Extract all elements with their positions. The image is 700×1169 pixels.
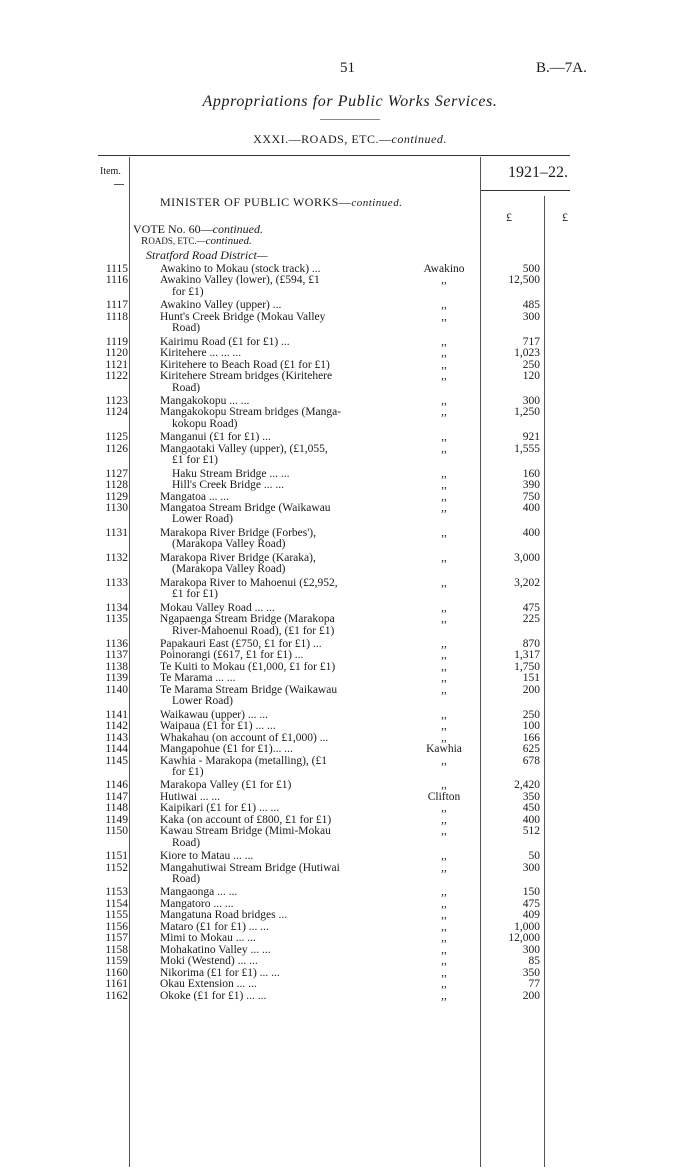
table-row [0,443,700,455]
district-name: ,, [441,909,447,922]
item-number: 1162 [105,989,128,1002]
item-number: 1121 [105,358,128,371]
amount-value: 12,500 [508,274,540,287]
amount-value: 400 [522,526,540,539]
amount-value: 150 [522,886,540,899]
district-name: ,, [441,802,447,815]
item-description: Marakopa River Bridge (Forbes'), [160,526,317,539]
item-description: Mangakokopu ... ... [160,394,250,407]
item-description: Okoke (£1 for £1) ... ... [160,989,267,1002]
item-number: 1117 [105,299,128,312]
item-number: 1128 [105,479,128,492]
table-row [0,909,700,921]
item-description: Kiritehere ... ... ... [160,347,242,360]
item-number: 1139 [105,672,128,685]
item-number: 1150 [105,825,128,838]
item-description: Kawhia - Marakopa (metalling), (£1 [160,754,328,767]
item-description: Mataro (£1 for £1) ... ... [160,920,269,933]
item-description: for £1) [172,765,204,778]
district-name: ,, [441,601,447,614]
amount-value: 160 [522,467,540,480]
table-row [0,274,700,286]
district-name: ,, [441,989,447,1002]
item-description: (Marakopa Valley Road) [172,563,286,576]
table-row [0,990,700,1002]
table-row-continuation [0,873,700,885]
district-name: ,, [441,683,447,696]
item-description: Mangaotaki Valley (upper), (£1,055, [160,442,328,455]
table-row [0,684,700,696]
amount-value: 250 [522,708,540,721]
amount-value: 921 [522,431,540,444]
district-name: ,, [441,978,447,990]
item-number: 1153 [105,886,128,899]
minister-heading-continued: continued. [351,197,403,209]
table-row [0,406,700,418]
district-name: ,, [441,490,447,503]
district-name: ,, [441,576,447,589]
item-description: Te Marama ... ... [160,672,236,685]
item-number: 1127 [105,467,128,480]
item-number: 1129 [105,490,128,503]
district-name: ,, [441,551,447,564]
table-row-continuation [0,625,700,637]
amount-value: 512 [522,825,540,838]
table-row-continuation [0,766,700,778]
item-number: 1147 [105,790,128,803]
item-number: 1119 [105,335,128,348]
item-number: 1159 [105,955,128,968]
amount-value: 100 [522,720,540,733]
table-row [0,732,700,744]
item-description: kokopu Road) [172,417,238,430]
table-row [0,755,700,767]
amount-value: 166 [522,731,540,744]
item-description: Kiritehere Stream bridges (Kiritehere [160,370,333,382]
district-name: ,, [441,813,447,826]
district-name: ,, [441,955,447,968]
table-row-continuation [0,837,700,849]
district-name: ,, [441,966,447,979]
district-name: ,, [441,886,447,899]
item-description: Awakino Valley (upper) ... [160,299,282,312]
amount-value: 250 [522,358,540,371]
table-row-continuation [0,454,700,466]
item-number: 1144 [105,743,128,755]
item-description: Mokau Valley Road ... ... [160,601,275,614]
item-number: 1142 [105,720,128,733]
year-rule [480,190,570,191]
amount-value: 1,000 [514,920,540,933]
amount-value: 400 [522,502,540,514]
item-number: 1123 [105,394,128,407]
item-description: Mohakatino Valley ... ... [160,943,271,956]
item-number: 1154 [105,897,128,910]
page-number: 51 [340,60,355,76]
amount-value: 870 [522,638,540,650]
table-row [0,955,700,967]
amount-value: 717 [522,335,540,348]
table-row [0,602,700,614]
amount-value: 350 [522,790,540,803]
item-number: 1161 [105,978,128,990]
item-number: 1151 [105,850,128,863]
item-description: Lower Road) [172,695,233,708]
amount-value: 2,420 [514,779,540,792]
item-number: 1130 [105,502,128,514]
table-row [0,527,700,539]
district-name: ,, [441,299,447,312]
table-row-continuation [0,563,700,575]
item-description: Hunt's Creek Bridge (Mokau Valley [160,310,326,323]
table-row-continuation [0,322,700,334]
table-row [0,791,700,803]
district-name: ,, [441,708,447,721]
table-row [0,967,700,979]
item-number: 1146 [105,779,128,792]
amount-value: 625 [522,743,540,755]
table-row [0,370,700,382]
item-description: Kaipikari (£1 for £1) ... ... [160,802,280,815]
item-number: 1140 [105,683,128,696]
district-name: ,, [441,613,447,626]
item-number: 1124 [105,406,128,419]
item-number: 1148 [105,802,128,815]
item-description: Mangapohue (£1 for £1)... ... [160,743,293,755]
amount-value: 1,555 [514,442,540,455]
table-row [0,743,700,755]
table-row [0,336,700,348]
item-number: 1152 [105,861,128,874]
item-description: Kawau Stream Bridge (Mimi-Mokau [160,825,331,838]
table-row [0,347,700,359]
title-rule [320,119,380,120]
item-description: Papakauri East (£750, £1 for £1) ... [160,638,322,650]
vote-heading-continued: continued. [212,222,263,236]
table-row-continuation [0,382,700,394]
district-name: ,, [441,660,447,673]
item-description: Ngapaenga Stream Bridge (Marakopa [160,613,335,626]
item-number: 1157 [105,932,128,945]
item-number: 1116 [105,274,128,287]
table-row [0,898,700,910]
item-description: Kiritehere to Beach Road (£1 for £1) [160,358,330,371]
district-name: Awakino [423,263,465,275]
district-name: Kawhia [426,743,462,755]
table-row-continuation [0,588,700,600]
district-name: ,, [441,672,447,685]
item-description: Mangahutiwai Stream Bridge (Hutiwai [160,861,340,874]
item-number: 1156 [105,920,128,933]
item-number: 1132 [105,551,128,564]
table-row-continuation [0,513,700,525]
item-number: 1126 [105,442,128,455]
district-name: ,, [441,779,447,792]
district-name: ,, [441,754,447,767]
amount-value: 390 [522,479,540,492]
district-name: ,, [441,406,447,419]
district-name: ,, [441,638,447,650]
district-name: ,, [441,720,447,733]
table-row [0,814,700,826]
amount-value: 350 [522,966,540,979]
table-row [0,932,700,944]
table-row [0,491,700,503]
section-heading-main: XXXI.—ROADS, ETC.— [253,132,392,146]
table-row-continuation [0,538,700,550]
table-row [0,709,700,721]
table-row [0,661,700,673]
item-number: 1145 [105,754,128,767]
item-description: for £1) [172,285,204,298]
amount-value: 3,202 [514,576,540,589]
item-number: 1149 [105,813,128,826]
amount-value: 450 [522,802,540,815]
item-number: 1160 [105,966,128,979]
table-row [0,263,700,275]
district-name: ,, [441,649,447,662]
item-description: Kiore to Matau ... ... [160,850,254,863]
table-row [0,479,700,491]
roads-heading [141,235,252,247]
item-description: Awakino to Mokau (stock track) ... [160,263,321,275]
table-row [0,311,700,323]
amount-value: 300 [522,943,540,956]
item-description: Waikawau (upper) ... ... [160,708,268,721]
item-description: Mangatoa ... ... [160,490,229,503]
district-name: ,, [441,347,447,360]
item-description: Mimi to Mokau ... ... [160,932,256,945]
amount-value: 500 [522,263,540,275]
item-description: Mangaonga ... ... [160,886,238,899]
roads-heading-small: OADS, ETC.— [148,236,206,246]
amount-value: 77 [528,978,540,990]
minister-heading [160,195,402,210]
table-row [0,779,700,791]
district-name: ,, [441,861,447,874]
table-row [0,720,700,732]
item-number: 1125 [105,431,128,444]
item-description: Moki (Westend) ... ... [160,955,258,968]
district-name: ,, [441,526,447,539]
district-name: ,, [441,310,447,323]
item-number: 1118 [105,310,128,323]
amount-value: 475 [522,897,540,910]
roads-heading-continued: continued. [205,235,252,247]
item-description: Marakopa River to Mahoenui (£2,952, [160,576,338,589]
amount-value: 1,317 [514,649,540,662]
item-description: Awakino Valley (lower), (£594, £1 [160,274,320,287]
district-name: ,, [441,370,447,382]
district-name: ,, [441,335,447,348]
district-name: ,, [441,943,447,956]
amount-value: 50 [528,850,540,863]
district-name: ,, [441,731,447,744]
district-name: ,, [441,502,447,514]
item-description: Poinorangi (£617, £1 for £1) ... [160,649,304,662]
item-number: 1122 [105,370,128,382]
table-row [0,638,700,650]
item-description: Te Marama Stream Bridge (Waikawau [160,683,338,696]
amount-value: 200 [522,989,540,1002]
district-name: ,, [441,358,447,371]
section-heading [0,132,700,147]
table-row [0,613,700,625]
amount-value: 475 [522,601,540,614]
item-description: Marakopa Valley (£1 for £1) [160,779,292,792]
table-row [0,802,700,814]
page-title: Appropriations for Public Works Services. [202,93,498,110]
minister-heading-main: MINISTER OF PUBLIC WORKS— [160,195,352,209]
item-number: 1158 [105,943,128,956]
item-description: Mangatuna Road bridges ... [160,909,288,922]
year-column-header: 1921–22. [508,164,568,181]
table-row-continuation [0,418,700,430]
item-column-header: Item. [100,166,121,177]
district-name: ,, [441,932,447,945]
item-description: Road) [172,873,201,885]
table-row [0,552,700,564]
table-top-rule [98,155,570,156]
item-description: £1 for £1) [172,588,218,601]
amount-value: 485 [522,299,540,312]
item-description: Nikorima (£1 for £1) ... ... [160,966,280,979]
amount-value: 750 [522,490,540,503]
table-row [0,825,700,837]
item-description: Lower Road) [172,513,233,526]
item-description: Waipaua (£1 for £1) ... ... [160,720,276,733]
district-name: Clifton [427,790,461,803]
amount-value: 1,750 [514,660,540,673]
vote-heading-main: VOTE No. 60— [133,222,213,236]
table-row [0,299,700,311]
amount-value: 200 [522,683,540,696]
district-name: ,, [441,897,447,910]
amount-value: 400 [522,813,540,826]
item-number: 1135 [105,613,128,626]
table-row [0,886,700,898]
table-row-continuation [0,695,700,707]
item-description: Road) [172,322,201,335]
item-description: £1 for £1) [172,454,218,467]
item-description: Hill's Creek Bridge ... ... [172,479,284,492]
item-description: Hutiwai ... ... [160,790,221,803]
document-reference: B.—7A. [536,60,587,76]
item-description: (Marakopa Valley Road) [172,538,286,551]
item-number: 1136 [105,638,128,650]
item-number: 1120 [105,347,128,360]
table-row [0,850,700,862]
item-number: 1138 [105,660,128,673]
district-name: ,, [441,442,447,455]
item-description: Mangatoro ... ... [160,897,234,910]
item-description: Marakopa River Bridge (Karaka), [160,551,316,564]
amount-value: 409 [522,909,540,922]
amount-value: 300 [522,310,540,323]
district-name: ,, [441,850,447,863]
amount-value: 1,023 [514,347,540,360]
amount-value: 678 [522,754,540,767]
table-row [0,395,700,407]
item-description: River-Mahoenui Road), (£1 for £1) [172,624,335,637]
item-number: 1143 [105,731,128,744]
table-row [0,672,700,684]
item-description: Te Kuiti to Mokau (£1,000, £1 for £1) [160,660,336,673]
item-description: Kaka (on account of £800, £1 for £1) [160,813,332,826]
amount-value: 85 [528,955,540,968]
pound-sign-column-1: £ [506,210,512,224]
amount-value: 120 [522,370,540,382]
item-number: 1131 [105,526,128,539]
amount-value: 12,000 [508,932,540,945]
district-name: ,, [441,467,447,480]
amount-value: 3,000 [514,551,540,564]
item-description: Road) [172,381,201,394]
table-row [0,944,700,956]
table-row [0,468,700,480]
item-description: Haku Stream Bridge ... ... [172,467,290,480]
item-header-dash [114,184,124,185]
item-description: Mangakokopu Stream bridges (Manga- [160,406,342,419]
item-number: 1133 [105,576,128,589]
item-number: 1155 [105,909,128,922]
item-description: Manganui (£1 for £1) ... [160,431,271,444]
item-number: 1115 [105,263,128,275]
district-name: ,, [441,394,447,407]
district-heading: Stratford Road District— [146,248,268,262]
item-number: 1134 [105,601,128,614]
pound-sign-column-2: £ [562,210,568,224]
amount-value: 300 [522,394,540,407]
amount-value: 225 [522,613,540,626]
item-description: Mangatoa Stream Bridge (Waikawau [160,502,331,514]
item-description: Whakahau (on account of £1,000) ... [160,731,329,744]
table-row [0,502,700,514]
table-row [0,921,700,933]
item-description: Okau Extension ... ... [160,978,257,990]
district-name: ,, [441,274,447,287]
section-heading-continued: continued. [391,132,447,146]
table-row [0,978,700,990]
table-row [0,431,700,443]
table-row-continuation [0,286,700,298]
amount-value: 300 [522,861,540,874]
roads-heading-cap: R [141,235,149,247]
item-number: 1141 [105,708,128,721]
item-number: 1137 [105,649,128,662]
table-row [0,577,700,589]
district-name: ,, [441,479,447,492]
amount-value: 151 [522,672,540,685]
district-name: ,, [441,825,447,838]
table-row [0,862,700,874]
item-description: Kairimu Road (£1 for £1) ... [160,335,290,348]
item-description: Road) [172,836,201,849]
district-name: ,, [441,920,447,933]
table-row [0,359,700,371]
district-name: ,, [441,431,447,444]
table-row [0,649,700,661]
amount-value: 1,250 [514,406,540,419]
